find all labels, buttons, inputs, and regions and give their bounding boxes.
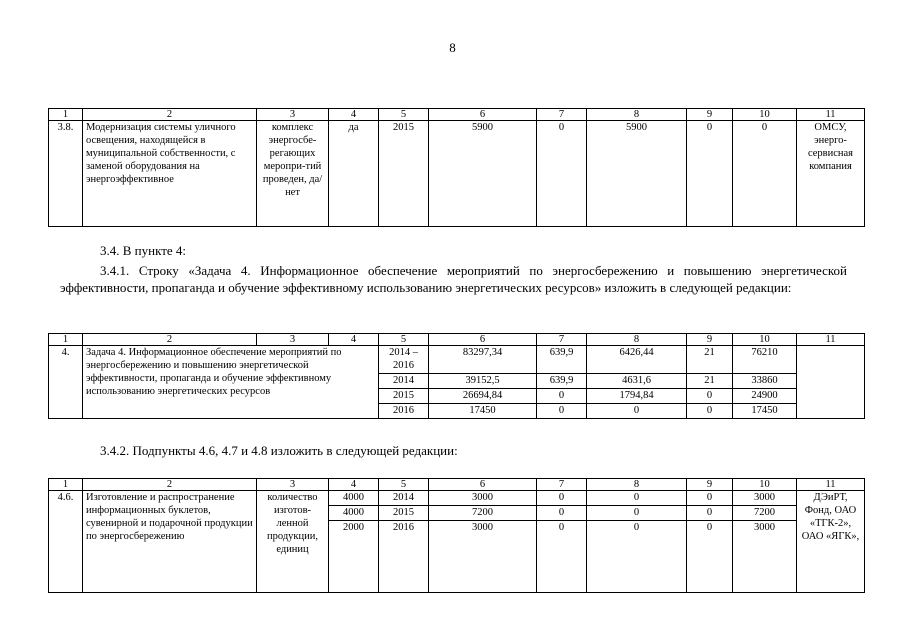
- col-10: 7200: [733, 506, 797, 521]
- col-header: 10: [733, 479, 797, 491]
- col-9: 0: [687, 521, 733, 593]
- col-header: 4: [329, 334, 379, 346]
- year: 2014 – 2016: [379, 346, 429, 374]
- table-row: [49, 121, 865, 227]
- total: 17450: [429, 404, 537, 419]
- col-9: 0: [687, 389, 733, 404]
- col-header: 2: [83, 334, 257, 346]
- target-value: да: [329, 121, 379, 227]
- total: 3000: [429, 521, 537, 593]
- col-header: 8: [587, 479, 687, 491]
- col-8: 5900: [587, 121, 687, 227]
- col-header: 5: [379, 109, 429, 121]
- col-8: 1794,84: [587, 389, 687, 404]
- paragraph-3-4-2: 3.4.2. Подпункты 4.6, 4.7 и 4.8 изложить в следующей редакции:: [100, 443, 458, 458]
- col-header: 3: [257, 334, 329, 346]
- col-9: 21: [687, 346, 733, 374]
- col-header: 11: [797, 109, 865, 121]
- col-8: 4631,6: [587, 374, 687, 389]
- col-header: 10: [733, 109, 797, 121]
- target-value: 2000: [329, 521, 379, 593]
- paragraph-3-4: 3.4. В пункте 4:: [100, 243, 187, 258]
- measure-name: Модернизация системы уличного освещения, находящейся в муниципальной собственности, с заменой оборудования на энергоэффективное: [83, 121, 257, 227]
- year: 2015: [379, 389, 429, 404]
- table-row: [49, 346, 865, 374]
- year: 2016: [379, 521, 429, 593]
- col-header: 1: [49, 479, 83, 491]
- col-10: 3000: [733, 521, 797, 593]
- col-10: 76210: [733, 346, 797, 374]
- col-10: 3000: [733, 491, 797, 506]
- col-header: 6: [429, 479, 537, 491]
- indicator: количество изготов-ленной продукции, единиц: [257, 491, 329, 593]
- table-task-4: [48, 333, 865, 419]
- col-header: 3: [257, 109, 329, 121]
- col-10: 33860: [733, 374, 797, 389]
- col-header: 6: [429, 109, 537, 121]
- col-header: 9: [687, 109, 733, 121]
- indicator: комплекс энергосбе-регающих меропри-тий проведен, да/нет: [257, 121, 329, 227]
- paragraph-3-4-1: 3.4.1. Строку «Задача 4. Информационное обеспечение мероприятий по энергосбережению и повышению энергетической эффективности, пропаганда и обучение эффективному использованию энергетических ресурсов» изложить в следующей редакции:: [60, 263, 847, 295]
- col-7: 639,9: [537, 374, 587, 389]
- col-header: 11: [797, 334, 865, 346]
- col-9: 0: [687, 404, 733, 419]
- col-8: 0: [587, 506, 687, 521]
- col-9: 0: [687, 491, 733, 506]
- col-8: 0: [587, 521, 687, 593]
- col-header: 4: [329, 479, 379, 491]
- col-8: 0: [587, 491, 687, 506]
- page-number: 8: [449, 40, 456, 55]
- col-7: 639,9: [537, 346, 587, 374]
- year: 2014: [379, 491, 429, 506]
- col-header: 8: [587, 109, 687, 121]
- col-header: 7: [537, 109, 587, 121]
- column-number-row: [49, 109, 865, 121]
- col-8: 6426,44: [587, 346, 687, 374]
- col-header: 7: [537, 334, 587, 346]
- total: 5900: [429, 121, 537, 227]
- col-10: 0: [733, 121, 797, 227]
- col-header: 6: [429, 334, 537, 346]
- column-number-row: [49, 479, 865, 491]
- row-number: 3.8.: [49, 121, 83, 227]
- col-header: 2: [83, 109, 257, 121]
- col-7: 0: [537, 121, 587, 227]
- col-header: 9: [687, 334, 733, 346]
- col-header: 5: [379, 479, 429, 491]
- year: 2014: [379, 374, 429, 389]
- task-name: Задача 4. Информационное обеспечение мероприятий по энергосбережению и повышению энергетической эффективности, пропаганда и обучение эффективному использованию энергетических ресурсов: [83, 346, 379, 419]
- col-7: 0: [537, 491, 587, 506]
- col-header: 10: [733, 334, 797, 346]
- row-number: 4.6.: [49, 491, 83, 593]
- table-row: [49, 491, 865, 506]
- total: 26694,84: [429, 389, 537, 404]
- col-header: 8: [587, 334, 687, 346]
- col-header: 9: [687, 479, 733, 491]
- table-measure-3-8: [48, 108, 865, 227]
- col-header: 5: [379, 334, 429, 346]
- total: 39152,5: [429, 374, 537, 389]
- target-value: 4000: [329, 506, 379, 521]
- executor: [797, 346, 865, 419]
- col-header: 1: [49, 109, 83, 121]
- col-10: 17450: [733, 404, 797, 419]
- target-value: 4000: [329, 491, 379, 506]
- col-header: 3: [257, 479, 329, 491]
- executor: ДЭиРТ, Фонд, ОАО «ТГК-2», ОАО «ЯГК»,: [797, 491, 865, 593]
- col-header: 11: [797, 479, 865, 491]
- column-number-row: [49, 334, 865, 346]
- year: 2015: [379, 506, 429, 521]
- executor: ОМСУ, энерго-сервисная компания: [797, 121, 865, 227]
- measure-name: Изготовление и распространение информационных буклетов, сувенирной и подарочной продукции по энергосбережению: [83, 491, 257, 593]
- col-7: 0: [537, 506, 587, 521]
- col-header: 1: [49, 334, 83, 346]
- col-9: 0: [687, 506, 733, 521]
- col-header: 2: [83, 479, 257, 491]
- col-8: 0: [587, 404, 687, 419]
- col-9: 21: [687, 374, 733, 389]
- table-items-4-6: [48, 478, 865, 593]
- col-10: 24900: [733, 389, 797, 404]
- row-number: 4.: [49, 346, 83, 419]
- total: 7200: [429, 506, 537, 521]
- year: 2016: [379, 404, 429, 419]
- col-9: 0: [687, 121, 733, 227]
- col-header: 7: [537, 479, 587, 491]
- total: 3000: [429, 491, 537, 506]
- col-7: 0: [537, 389, 587, 404]
- year: 2015: [379, 121, 429, 227]
- col-7: 0: [537, 404, 587, 419]
- col-7: 0: [537, 521, 587, 593]
- col-header: 4: [329, 109, 379, 121]
- total: 83297,34: [429, 346, 537, 374]
